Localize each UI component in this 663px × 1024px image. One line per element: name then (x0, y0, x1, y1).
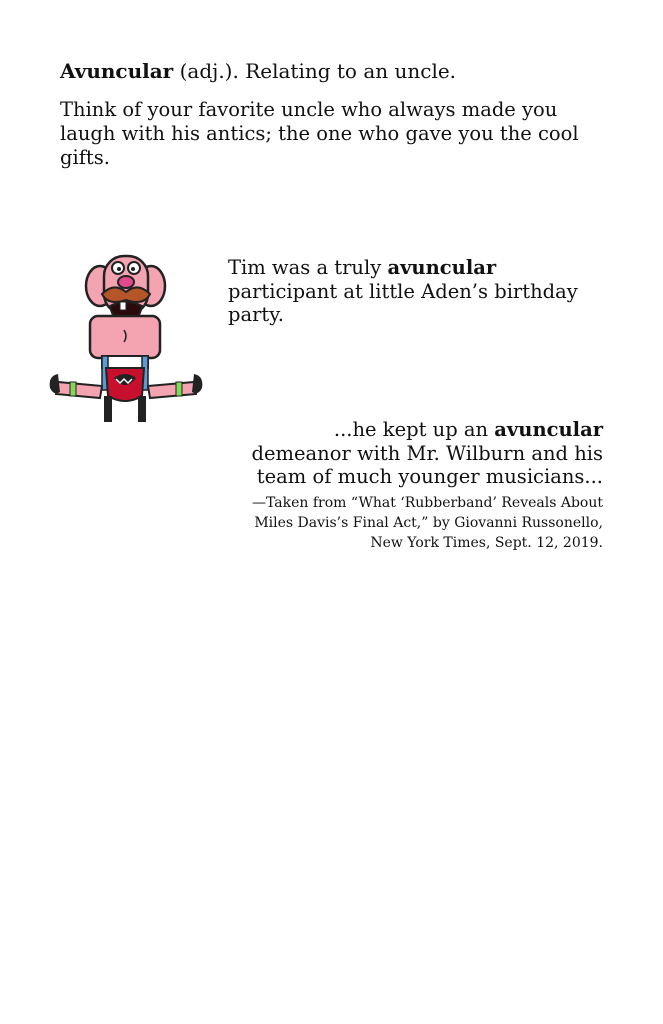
definition (60, 58, 620, 84)
definition-text: (adj.). Relating to an uncle. (173, 59, 457, 83)
example-sentence (228, 256, 598, 327)
example-word: avuncular (387, 256, 497, 279)
quote-block (232, 418, 603, 553)
quote-text (232, 418, 603, 489)
citation-line-2: New York Times, Sept. 12, 2019. (370, 534, 603, 551)
citation-line-1: —Taken from “What ‘Rubberband’ Reveals About Miles Davis’s Final Act,” by Giovanni Russonello, (252, 494, 603, 531)
cartoon-uncle-svg (44, 246, 210, 426)
cartoon-uncle-icon (44, 246, 210, 426)
quote-citation (232, 493, 603, 553)
example-text-after: participant at little Aden’s birthday party. (228, 279, 578, 326)
definition-word: Avuncular (60, 59, 174, 83)
quote-text-after: demeanor with Mr. Wilburn and his team of much younger musicians... (251, 441, 603, 488)
example-text-before: Tim was a truly (228, 256, 388, 279)
quote-word: avuncular (494, 418, 603, 441)
explanation-text: Think of your favorite uncle who always made you laugh with his antics; the one who gave you the cool gifts. (60, 98, 579, 169)
quote-text-before: ...he kept up an (333, 418, 495, 441)
